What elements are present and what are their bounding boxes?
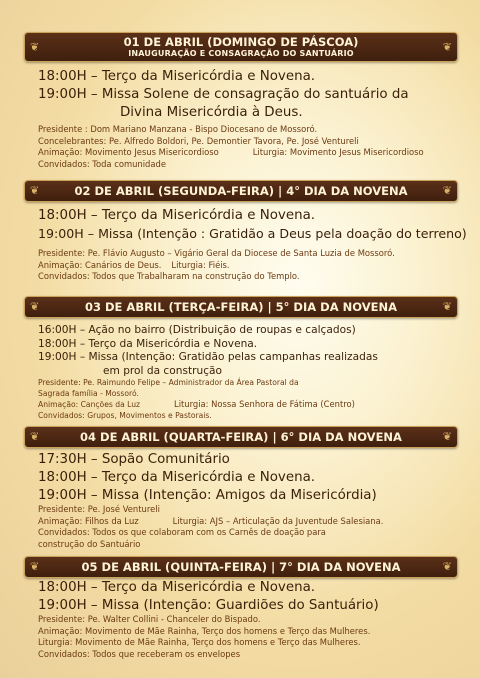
presider-line: Presidente: Pe. Raimundo Felipe – Administrador da Área Pastoral da <box>38 378 299 387</box>
animation-liturgy-line <box>38 260 458 272</box>
schedule-line: 18:00H – Terço da Misericórdia e Novena. <box>38 69 316 84</box>
flourish-ornament-icon: ❦ <box>30 430 40 443</box>
schedule-line: 19:00H – Missa (Intenção: Guardiões do Santuário) <box>38 598 379 613</box>
flourish-ornament-icon: ❦ <box>30 300 40 313</box>
day-4-schedule <box>38 451 458 505</box>
schedule-line: 18:00H – Terço da Misericórdia e Novena. <box>38 580 316 595</box>
day-2-header <box>24 180 458 202</box>
flourish-ornament-icon: ❦ <box>30 184 40 197</box>
presider-line: Presidente : Dom Mariano Manzana - Bispo Diocesano de Mossoró. <box>38 124 318 134</box>
schedule-line: 17:30H – Sopão Comunitário <box>38 452 230 467</box>
animation-line: Animação: Movimento de Mãe Rainha, Terço dos homens e Terço das Mulheres. <box>38 625 371 636</box>
day-1-details <box>38 124 458 170</box>
schedule-line: 18:00H – Terço da Misericórdia e Novena. <box>38 470 316 485</box>
day-3-title: 03 DE ABRIL (TERÇA-FEIRA) | 5° DIA DA NOVENA <box>85 300 397 314</box>
day-4-details <box>38 504 458 550</box>
flourish-ornament-icon: ❦ <box>442 560 452 573</box>
day-2-schedule <box>38 207 467 243</box>
schedule-line: Divina Misericórdia à Deus. <box>120 105 303 120</box>
animation-liturgy-line <box>38 516 458 528</box>
day-4-title: 04 DE ABRIL (QUARTA-FEIRA) | 6° DIA DA NOVENA <box>80 430 402 444</box>
day-1-header <box>24 32 458 62</box>
concelebrants-line: Concelebrantes: Pe. Alfredo Boldori, Pe. Demontier Tavora, Pe. José Ventureli <box>38 135 359 146</box>
schedule-line: 19:00H – Missa (Intenção: Gratidão pelas campanhas realizadas <box>38 351 378 363</box>
day-1-title: 01 DE ABRIL (DOMINGO DE PÁSCOA) <box>123 35 359 49</box>
day-5-schedule <box>38 579 458 615</box>
animation-text: Animação: Canções da Luz <box>38 400 141 409</box>
schedule-line: 18:00H – Terço da Misericórdia e Novena. <box>38 208 316 223</box>
flourish-ornament-icon: ❦ <box>30 560 40 573</box>
schedule-line: 18:00H – Terço da Misericórdia e Novena. <box>38 337 258 350</box>
flourish-ornament-icon: ❦ <box>442 430 452 443</box>
day-5-header <box>24 556 458 578</box>
day-3-header <box>24 296 458 318</box>
day-2-details <box>38 248 458 283</box>
schedule-line: 19:00H – Missa (Intenção : Gratidão a Deus pela doação do terreno) <box>38 226 467 241</box>
guests-line-cont: construção do Santuário <box>38 538 141 549</box>
flourish-ornament-icon: ❦ <box>442 184 452 197</box>
presider-line: Presidente: Pe. José Ventureli <box>38 504 160 514</box>
flourish-ornament-icon: ❦ <box>30 40 40 54</box>
schedule-line: 19:00H – Missa (Intenção: Amigos da Misericórdia) <box>38 488 377 503</box>
day-5-title: 05 DE ABRIL (QUINTA-FEIRA) | 7° DIA DA NOVENA <box>81 560 401 574</box>
animation-liturgy-line <box>38 399 458 411</box>
animation-liturgy-line <box>38 147 458 159</box>
guests-line: Convidados: Todos os que colaboram com os Carnês de doação para <box>38 527 326 538</box>
guests-line: Convidados: Todos que receberam os envelopes <box>38 648 241 659</box>
day-4-header <box>24 426 458 448</box>
presider-line-cont: Sagrada família - Mossoró. <box>38 388 139 398</box>
animation-text: Animação: Movimento Jesus Misericordioso <box>38 147 219 158</box>
flourish-ornament-icon: ❦ <box>442 300 452 313</box>
liturgy-text: Liturgia: AJS – Articulação da Juventude Salesiana. <box>172 515 384 526</box>
day-2-title: 02 DE ABRIL (SEGUNDA-FEIRA) | 4° DIA DA NOVENA <box>74 184 408 198</box>
schedule-line: 16:00H – Ação no bairro (Distribuição de roupas e calçados) <box>38 324 356 336</box>
liturgy-text: Liturgia: Movimento Jesus Misericordioso <box>252 147 424 158</box>
animation-text: Animação: Canários de Deus. <box>38 259 162 270</box>
day-3-schedule <box>38 324 458 378</box>
liturgy-text: Liturgia: Nossa Senhora de Fátima (Centro) <box>174 399 355 409</box>
day-5-details <box>38 614 458 660</box>
schedule-line: 19:00H – Missa Solene de consagração do santuário da <box>38 87 409 102</box>
presider-line: Presidente: Pe. Flávio Augusto – Vigário Geral da Diocese de Santa Luzia de Mossoró. <box>38 248 395 258</box>
flourish-ornament-icon: ❦ <box>442 40 452 54</box>
day-1-schedule <box>38 68 458 122</box>
schedule-line: em prol da construção <box>103 364 222 377</box>
animation-text: Animação: Filhos da Luz <box>38 515 139 526</box>
liturgy-line: Liturgia: Movimento de Mãe Rainha, Terço dos homens e Terço das Mulheres. <box>38 637 361 648</box>
presider-line: Presidente: Pe. Walter Collini - Chanceler do Bispado. <box>38 614 261 624</box>
guests-line: Convidados: Grupos, Movimentos e Pastorais. <box>38 410 212 420</box>
guests-line: Convidados: Toda comunidade <box>38 158 166 169</box>
day-1-subtitle: INAUGURAÇÃO E CONSAGRAÇÃO DO SANTUÁRIO <box>128 49 354 58</box>
liturgy-text: Liturgia: Fiéis. <box>171 259 230 270</box>
guests-line: Convidados: Todos que Trabalharam na construção do Templo. <box>38 271 300 282</box>
day-3-details <box>38 378 458 421</box>
